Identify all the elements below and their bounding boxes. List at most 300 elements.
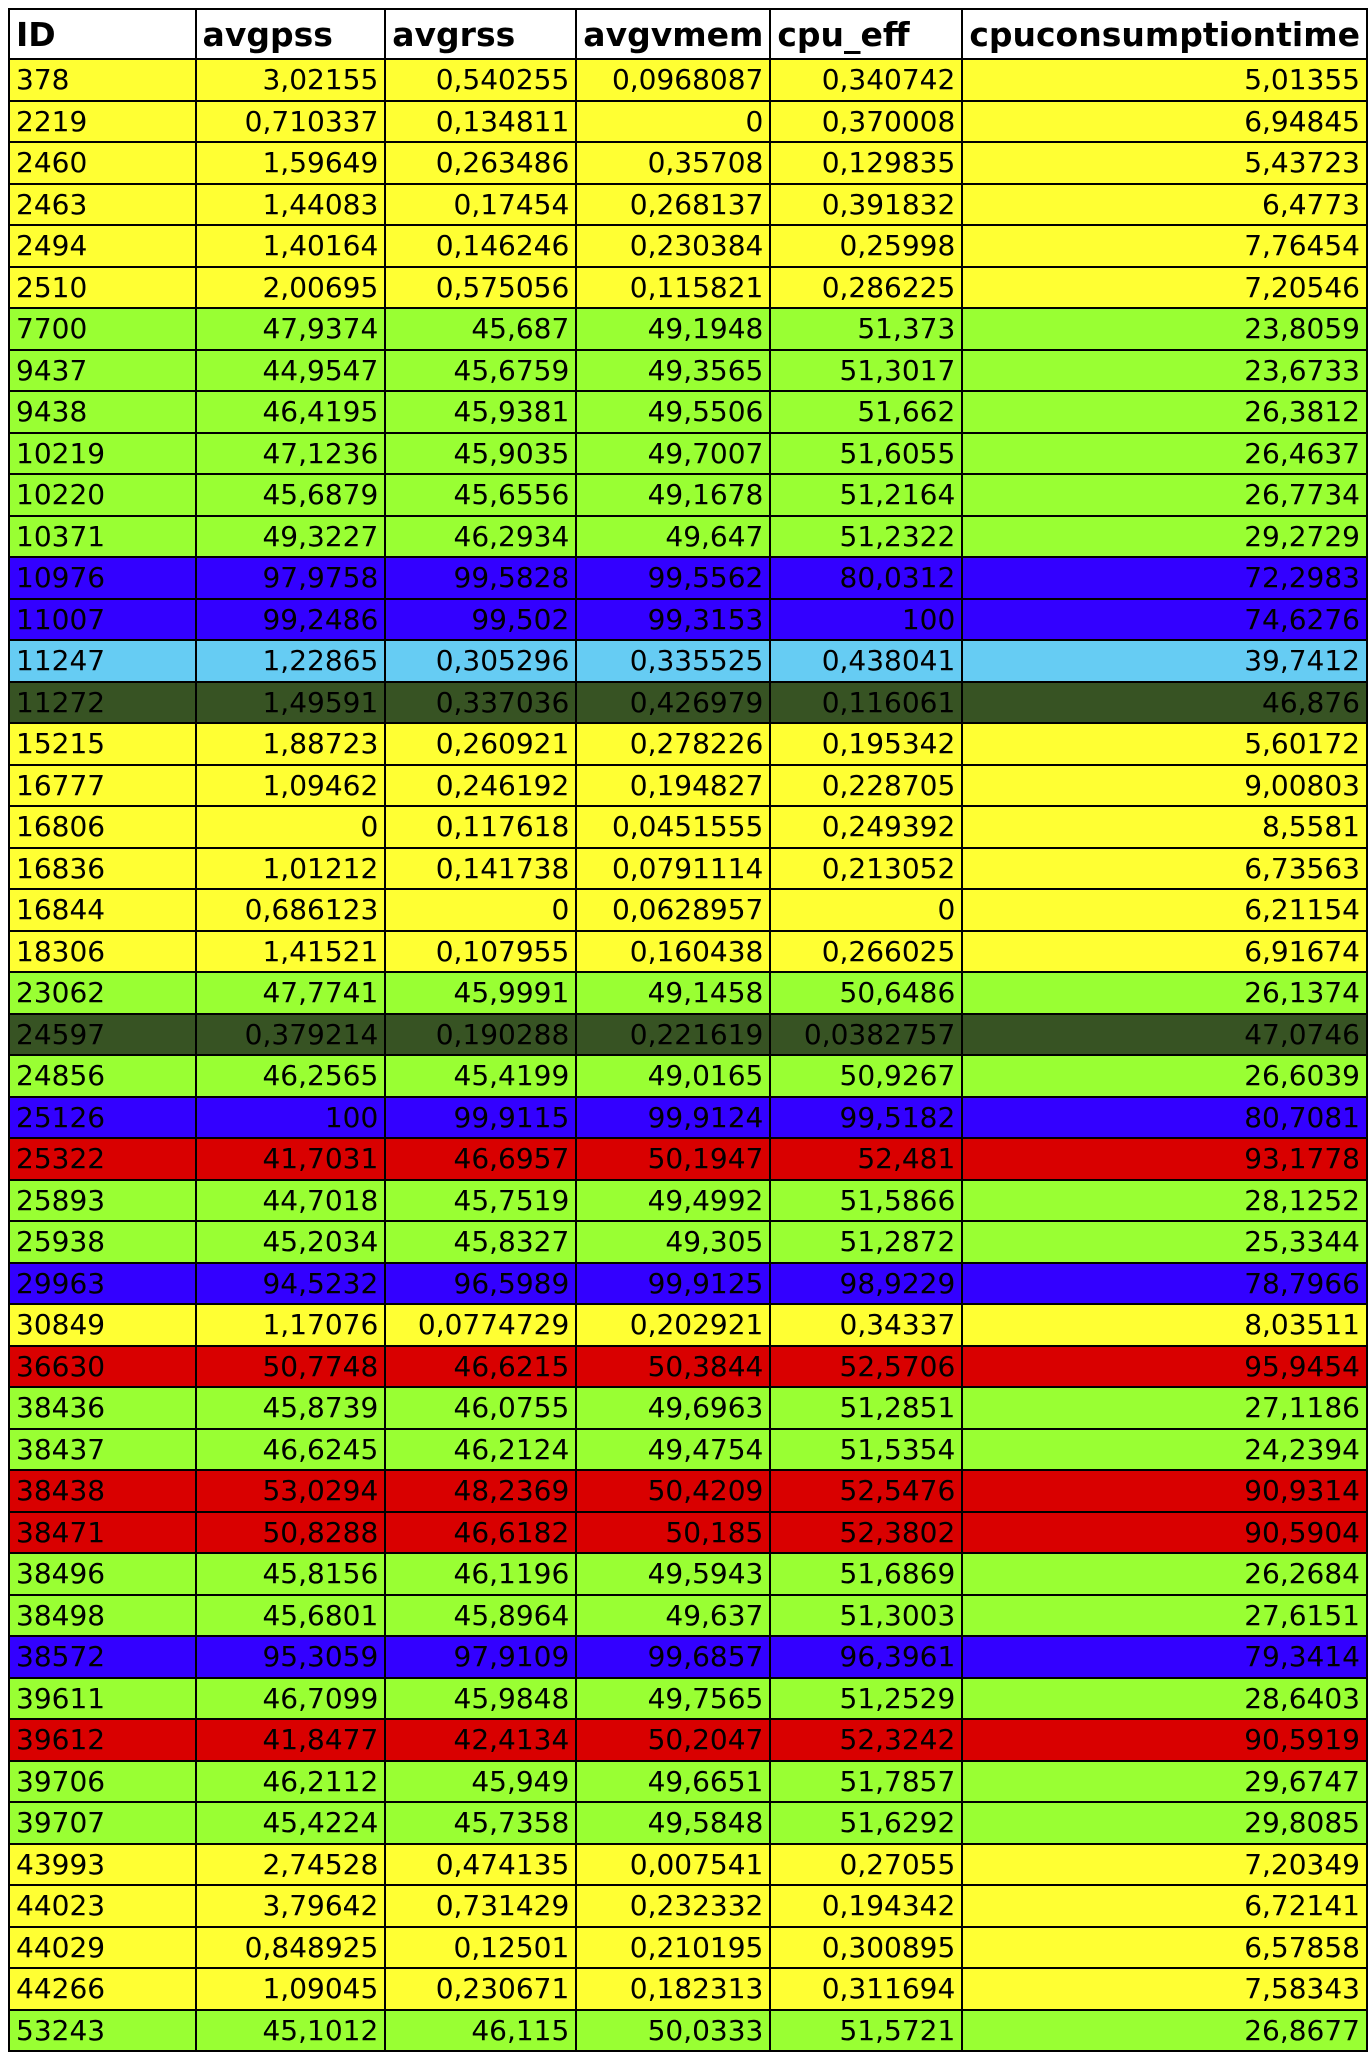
cell-avgpss[interactable]: 0,379214 [196,1014,386,1056]
cell-avgrss[interactable]: 45,4199 [385,1055,576,1097]
cell-cpuconsumptiontime[interactable]: 7,58343 [962,1968,1367,2010]
cell-cpu-eff[interactable]: 0 [770,889,962,931]
cell-cpu-eff[interactable]: 51,3003 [770,1595,962,1637]
cell-cpuconsumptiontime[interactable]: 6,94845 [962,101,1367,143]
cell-cpu-eff[interactable]: 0,116061 [770,682,962,724]
cell-cpuconsumptiontime[interactable]: 90,5904 [962,1512,1367,1554]
cell-avgvmem[interactable]: 50,4209 [576,1470,770,1512]
cell-cpuconsumptiontime[interactable]: 6,72141 [962,1885,1367,1927]
cell-avgpss[interactable]: 97,9758 [196,557,386,599]
cell-avgpss[interactable]: 44,9547 [196,350,386,392]
cell-cpuconsumptiontime[interactable]: 26,6039 [962,1055,1367,1097]
cell-id[interactable]: 11247 [9,640,196,682]
cell-avgpss[interactable]: 46,2112 [196,1761,386,1803]
cell-avgpss[interactable]: 100 [196,1097,386,1139]
cell-cpuconsumptiontime[interactable]: 93,1778 [962,1138,1367,1180]
cell-cpuconsumptiontime[interactable]: 27,1186 [962,1387,1367,1429]
cell-cpu-eff[interactable]: 51,373 [770,308,962,350]
cell-cpuconsumptiontime[interactable]: 27,6151 [962,1595,1367,1637]
cell-id[interactable]: 38471 [9,1512,196,1554]
cell-avgrss[interactable]: 45,6556 [385,474,576,516]
cell-cpu-eff[interactable]: 51,5721 [770,2010,962,2052]
cell-cpuconsumptiontime[interactable]: 23,6733 [962,350,1367,392]
cell-cpu-eff[interactable]: 51,7857 [770,1761,962,1803]
cell-avgvmem[interactable]: 99,9124 [576,1097,770,1139]
cell-id[interactable]: 16844 [9,889,196,931]
cell-avgrss[interactable]: 0,12501 [385,1927,576,1969]
cell-avgrss[interactable]: 0,0774729 [385,1304,576,1346]
cell-avgvmem[interactable]: 50,185 [576,1512,770,1554]
cell-avgrss[interactable]: 97,9109 [385,1636,576,1678]
cell-id[interactable]: 9437 [9,350,196,392]
cell-avgrss[interactable]: 0,337036 [385,682,576,724]
cell-avgrss[interactable]: 46,2934 [385,516,576,558]
cell-avgrss[interactable]: 96,5989 [385,1263,576,1305]
cell-avgrss[interactable]: 48,2369 [385,1470,576,1512]
cell-cpu-eff[interactable]: 51,662 [770,391,962,433]
cell-avgpss[interactable]: 99,2486 [196,599,386,641]
header-avgpss[interactable]: avgpss [196,9,386,59]
cell-avgpss[interactable]: 47,9374 [196,308,386,350]
cell-cpuconsumptiontime[interactable]: 25,3344 [962,1221,1367,1263]
cell-avgrss[interactable]: 45,949 [385,1761,576,1803]
cell-cpuconsumptiontime[interactable]: 6,73563 [962,848,1367,890]
cell-cpuconsumptiontime[interactable]: 28,1252 [962,1180,1367,1222]
cell-avgpss[interactable]: 46,2565 [196,1055,386,1097]
cell-cpu-eff[interactable]: 0,286225 [770,267,962,309]
cell-cpuconsumptiontime[interactable]: 29,6747 [962,1761,1367,1803]
cell-avgpss[interactable]: 46,4195 [196,391,386,433]
cell-avgvmem[interactable]: 99,3153 [576,599,770,641]
cell-avgrss[interactable]: 0,141738 [385,848,576,890]
cell-cpu-eff[interactable]: 0,34337 [770,1304,962,1346]
cell-avgvmem[interactable]: 49,7565 [576,1678,770,1720]
table-row [9,1802,1367,1844]
cell-avgrss[interactable]: 0,731429 [385,1885,576,1927]
cell-id[interactable]: 2510 [9,267,196,309]
cell-id[interactable]: 2219 [9,101,196,143]
cell-avgrss[interactable]: 45,7519 [385,1180,576,1222]
cell-id[interactable]: 25938 [9,1221,196,1263]
cell-id[interactable]: 10976 [9,557,196,599]
cell-avgpss[interactable]: 1,88723 [196,723,386,765]
cell-cpuconsumptiontime[interactable]: 8,5581 [962,806,1367,848]
cell-avgvmem[interactable]: 49,5506 [576,391,770,433]
cell-avgrss[interactable]: 0,230671 [385,1968,576,2010]
cell-id[interactable]: 378 [9,59,196,101]
cell-cpuconsumptiontime[interactable]: 23,8059 [962,308,1367,350]
cell-cpuconsumptiontime[interactable]: 47,0746 [962,1014,1367,1056]
cell-avgpss[interactable]: 50,8288 [196,1512,386,1554]
cell-cpu-eff[interactable]: 80,0312 [770,557,962,599]
cell-id[interactable]: 30849 [9,1304,196,1346]
cell-cpu-eff[interactable]: 99,5182 [770,1097,962,1139]
cell-cpu-eff[interactable]: 51,2872 [770,1221,962,1263]
cell-cpuconsumptiontime[interactable]: 80,7081 [962,1097,1367,1139]
cell-avgrss[interactable]: 46,1196 [385,1553,576,1595]
header-cpuconsumptiontime[interactable]: cpuconsumptiontime [962,9,1367,59]
cell-cpu-eff[interactable]: 0,25998 [770,225,962,267]
cell-avgpss[interactable]: 1,44083 [196,184,386,226]
cell-id[interactable]: 43993 [9,1844,196,1886]
cell-avgvmem[interactable]: 49,3565 [576,350,770,392]
cell-id[interactable]: 39611 [9,1678,196,1720]
cell-cpu-eff[interactable]: 50,9267 [770,1055,962,1097]
cell-cpu-eff[interactable]: 96,3961 [770,1636,962,1678]
header-cpu-eff[interactable]: cpu_eff [770,9,962,59]
cell-id[interactable]: 38437 [9,1429,196,1471]
cell-cpu-eff[interactable]: 0,438041 [770,640,962,682]
cell-avgrss[interactable]: 45,9991 [385,972,576,1014]
cell-avgpss[interactable]: 1,09045 [196,1968,386,2010]
cell-cpu-eff[interactable]: 0,370008 [770,101,962,143]
cell-avgvmem[interactable]: 50,0333 [576,2010,770,2052]
cell-avgpss[interactable]: 1,22865 [196,640,386,682]
cell-cpu-eff[interactable]: 0,340742 [770,59,962,101]
cell-avgpss[interactable]: 95,3059 [196,1636,386,1678]
cell-avgvmem[interactable]: 0,202921 [576,1304,770,1346]
cell-avgpss[interactable]: 45,6801 [196,1595,386,1637]
cell-avgvmem[interactable]: 49,5943 [576,1553,770,1595]
cell-avgvmem[interactable]: 50,1947 [576,1138,770,1180]
cell-id[interactable]: 38436 [9,1387,196,1429]
cell-id[interactable]: 25893 [9,1180,196,1222]
cell-avgrss[interactable]: 46,2124 [385,1429,576,1471]
cell-cpuconsumptiontime[interactable]: 79,3414 [962,1636,1367,1678]
cell-avgrss[interactable]: 99,9115 [385,1097,576,1139]
cell-id[interactable]: 53243 [9,2010,196,2052]
cell-avgrss[interactable]: 45,7358 [385,1802,576,1844]
cell-cpu-eff[interactable]: 0,129835 [770,142,962,184]
cell-cpu-eff[interactable]: 0,300895 [770,1927,962,1969]
cell-cpu-eff[interactable]: 0,266025 [770,931,962,973]
cell-avgpss[interactable]: 44,7018 [196,1180,386,1222]
header-row [9,9,1367,59]
cell-avgrss[interactable]: 0,134811 [385,101,576,143]
cell-avgpss[interactable]: 0 [196,806,386,848]
cell-avgvmem[interactable]: 0,115821 [576,267,770,309]
cell-cpuconsumptiontime[interactable]: 7,76454 [962,225,1367,267]
cell-cpu-eff[interactable]: 51,6869 [770,1553,962,1595]
cell-id[interactable]: 10371 [9,516,196,558]
cell-avgrss[interactable]: 45,9035 [385,433,576,475]
cell-avgrss[interactable]: 0 [385,889,576,931]
cell-avgpss[interactable]: 0,710337 [196,101,386,143]
cell-avgrss[interactable]: 0,107955 [385,931,576,973]
cell-cpuconsumptiontime[interactable]: 9,00803 [962,765,1367,807]
cell-avgpss[interactable]: 45,2034 [196,1221,386,1263]
cell-id[interactable]: 16806 [9,806,196,848]
cell-id[interactable]: 39706 [9,1761,196,1803]
cell-avgvmem[interactable]: 49,6963 [576,1387,770,1429]
cell-avgrss[interactable]: 46,0755 [385,1387,576,1429]
cell-avgvmem[interactable]: 0,0968087 [576,59,770,101]
cell-id[interactable]: 44266 [9,1968,196,2010]
cell-cpuconsumptiontime[interactable]: 26,7734 [962,474,1367,516]
cell-avgrss[interactable]: 46,6957 [385,1138,576,1180]
cell-avgrss[interactable]: 0,260921 [385,723,576,765]
cell-avgvmem[interactable]: 49,647 [576,516,770,558]
cell-avgvmem[interactable]: 0,194827 [576,765,770,807]
cell-cpuconsumptiontime[interactable]: 74,6276 [962,599,1367,641]
cell-avgvmem[interactable]: 99,5562 [576,557,770,599]
cell-cpuconsumptiontime[interactable]: 26,2684 [962,1553,1367,1595]
cell-avgrss[interactable]: 46,115 [385,2010,576,2052]
cell-avgpss[interactable]: 94,5232 [196,1263,386,1305]
cell-avgpss[interactable]: 3,79642 [196,1885,386,1927]
cell-avgrss[interactable]: 0,190288 [385,1014,576,1056]
cell-cpu-eff[interactable]: 51,2529 [770,1678,962,1720]
cell-cpuconsumptiontime[interactable]: 29,2729 [962,516,1367,558]
cell-avgvmem[interactable]: 50,3844 [576,1346,770,1388]
cell-avgvmem[interactable]: 0 [576,101,770,143]
cell-avgrss[interactable]: 0,305296 [385,640,576,682]
cell-avgpss[interactable]: 49,3227 [196,516,386,558]
cell-id[interactable]: 16777 [9,765,196,807]
cell-id[interactable]: 38496 [9,1553,196,1595]
header-id[interactable]: ID [9,9,196,59]
cell-id[interactable]: 39612 [9,1719,196,1761]
cell-cpu-eff[interactable]: 52,481 [770,1138,962,1180]
cell-avgrss[interactable]: 45,8327 [385,1221,576,1263]
cell-avgvmem[interactable]: 0,160438 [576,931,770,973]
cell-avgpss[interactable]: 45,8156 [196,1553,386,1595]
cell-cpuconsumptiontime[interactable]: 6,4773 [962,184,1367,226]
cell-cpu-eff[interactable]: 0,0382757 [770,1014,962,1056]
cell-id[interactable]: 25126 [9,1097,196,1139]
cell-id[interactable]: 25322 [9,1138,196,1180]
cell-avgpss[interactable]: 0,686123 [196,889,386,931]
cell-cpu-eff[interactable]: 51,2322 [770,516,962,558]
cell-avgrss[interactable]: 99,502 [385,599,576,641]
cell-id[interactable]: 9438 [9,391,196,433]
cell-avgvmem[interactable]: 0,0628957 [576,889,770,931]
cell-avgpss[interactable]: 46,7099 [196,1678,386,1720]
cell-cpu-eff[interactable]: 98,9229 [770,1263,962,1305]
cell-avgvmem[interactable]: 49,1458 [576,972,770,1014]
cell-cpuconsumptiontime[interactable]: 29,8085 [962,1802,1367,1844]
cell-avgpss[interactable]: 53,0294 [196,1470,386,1512]
cell-id[interactable]: 11272 [9,682,196,724]
cell-id[interactable]: 2494 [9,225,196,267]
cell-avgvmem[interactable]: 99,6857 [576,1636,770,1678]
cell-avgrss[interactable]: 45,687 [385,308,576,350]
cell-cpu-eff[interactable]: 51,5354 [770,1429,962,1471]
table-row [9,1346,1367,1388]
cell-avgvmem[interactable]: 49,5848 [576,1802,770,1844]
cell-cpu-eff[interactable]: 0,213052 [770,848,962,890]
cell-cpu-eff[interactable]: 51,3017 [770,350,962,392]
cell-avgrss[interactable]: 45,8964 [385,1595,576,1637]
cell-cpu-eff[interactable]: 0,249392 [770,806,962,848]
cell-avgrss[interactable]: 46,6215 [385,1346,576,1388]
cell-cpuconsumptiontime[interactable]: 7,20349 [962,1844,1367,1886]
cell-cpu-eff[interactable]: 52,5476 [770,1470,962,1512]
cell-id[interactable]: 38498 [9,1595,196,1637]
cell-id[interactable]: 39707 [9,1802,196,1844]
cell-avgpss[interactable]: 47,7741 [196,972,386,1014]
cell-cpu-eff[interactable]: 51,2164 [770,474,962,516]
cell-cpuconsumptiontime[interactable]: 72,2983 [962,557,1367,599]
cell-cpu-eff[interactable]: 52,5706 [770,1346,962,1388]
cell-avgvmem[interactable]: 0,007541 [576,1844,770,1886]
cell-cpuconsumptiontime[interactable]: 6,21154 [962,889,1367,931]
cell-avgrss[interactable]: 0,263486 [385,142,576,184]
cell-id[interactable]: 11007 [9,599,196,641]
cell-avgvmem[interactable]: 0,335525 [576,640,770,682]
cell-avgpss[interactable]: 50,7748 [196,1346,386,1388]
cell-avgpss[interactable]: 45,1012 [196,2010,386,2052]
cell-cpu-eff[interactable]: 100 [770,599,962,641]
cell-avgvmem[interactable]: 0,182313 [576,1968,770,2010]
cell-avgpss[interactable]: 1,59649 [196,142,386,184]
cell-avgvmem[interactable]: 0,230384 [576,225,770,267]
cell-cpuconsumptiontime[interactable]: 5,60172 [962,723,1367,765]
cell-id[interactable]: 10220 [9,474,196,516]
cell-cpuconsumptiontime[interactable]: 46,876 [962,682,1367,724]
cell-cpuconsumptiontime[interactable]: 78,7966 [962,1263,1367,1305]
cell-avgvmem[interactable]: 49,637 [576,1595,770,1637]
table-row [9,1097,1367,1139]
cell-cpu-eff[interactable]: 0,194342 [770,1885,962,1927]
cell-id[interactable]: 38438 [9,1470,196,1512]
cell-id[interactable]: 36630 [9,1346,196,1388]
cell-avgvmem[interactable]: 0,426979 [576,682,770,724]
cell-cpu-eff[interactable]: 0,228705 [770,765,962,807]
cell-avgvmem[interactable]: 49,0165 [576,1055,770,1097]
cell-avgvmem[interactable]: 49,305 [576,1221,770,1263]
cell-avgvmem[interactable]: 49,7007 [576,433,770,475]
cell-avgvmem[interactable]: 99,9125 [576,1263,770,1305]
cell-id[interactable]: 24856 [9,1055,196,1097]
cell-id[interactable]: 2460 [9,142,196,184]
cell-cpuconsumptiontime[interactable]: 7,20546 [962,267,1367,309]
cell-cpu-eff[interactable]: 52,3242 [770,1719,962,1761]
cell-cpu-eff[interactable]: 50,6486 [770,972,962,1014]
cell-avgrss[interactable]: 0,17454 [385,184,576,226]
cell-avgvmem[interactable]: 0,35708 [576,142,770,184]
cell-id[interactable]: 16836 [9,848,196,890]
cell-cpuconsumptiontime[interactable]: 6,91674 [962,931,1367,973]
cell-id[interactable]: 7700 [9,308,196,350]
cell-avgpss[interactable]: 45,8739 [196,1387,386,1429]
cell-id[interactable]: 15215 [9,723,196,765]
cell-avgvmem[interactable]: 0,268137 [576,184,770,226]
cell-cpuconsumptiontime[interactable]: 5,01355 [962,59,1367,101]
cell-avgrss[interactable]: 45,9848 [385,1678,576,1720]
cell-cpu-eff[interactable]: 0,391832 [770,184,962,226]
cell-cpu-eff[interactable]: 0,311694 [770,1968,962,2010]
cell-cpu-eff[interactable]: 51,2851 [770,1387,962,1429]
cell-avgpss[interactable]: 1,40164 [196,225,386,267]
cell-cpuconsumptiontime[interactable]: 6,57858 [962,1927,1367,1969]
cell-cpuconsumptiontime[interactable]: 90,9314 [962,1470,1367,1512]
cell-cpu-eff[interactable]: 52,3802 [770,1512,962,1554]
cell-avgpss[interactable]: 47,1236 [196,433,386,475]
cell-cpu-eff[interactable]: 0,195342 [770,723,962,765]
cell-avgpss[interactable]: 1,49591 [196,682,386,724]
cell-id[interactable]: 29963 [9,1263,196,1305]
cell-avgrss[interactable]: 0,474135 [385,1844,576,1886]
cell-avgvmem[interactable]: 0,0451555 [576,806,770,848]
cell-avgrss[interactable]: 45,6759 [385,350,576,392]
header-avgrss[interactable]: avgrss [385,9,576,59]
cell-avgpss[interactable]: 0,848925 [196,1927,386,1969]
cell-avgrss[interactable]: 45,9381 [385,391,576,433]
cell-id[interactable]: 24597 [9,1014,196,1056]
cell-cpuconsumptiontime[interactable]: 8,03511 [962,1304,1367,1346]
cell-avgpss[interactable]: 2,00695 [196,267,386,309]
cell-cpuconsumptiontime[interactable]: 24,2394 [962,1429,1367,1471]
cell-avgvmem[interactable]: 49,1678 [576,474,770,516]
cell-avgvmem[interactable]: 0,0791114 [576,848,770,890]
header-avgvmem[interactable]: avgvmem [576,9,770,59]
cell-id[interactable]: 10219 [9,433,196,475]
cell-avgvmem[interactable]: 0,278226 [576,723,770,765]
cell-cpu-eff[interactable]: 51,5866 [770,1180,962,1222]
cell-avgvmem[interactable]: 49,6651 [576,1761,770,1803]
cell-avgrss[interactable]: 0,146246 [385,225,576,267]
cell-cpu-eff[interactable]: 51,6292 [770,1802,962,1844]
cell-avgvmem[interactable]: 0,232332 [576,1885,770,1927]
cell-avgpss[interactable]: 41,8477 [196,1719,386,1761]
cell-avgpss[interactable]: 41,7031 [196,1138,386,1180]
cell-cpuconsumptiontime[interactable]: 26,8677 [962,2010,1367,2052]
cell-avgrss[interactable]: 42,4134 [385,1719,576,1761]
table-row [9,599,1367,641]
cell-avgpss[interactable]: 3,02155 [196,59,386,101]
table-row [9,723,1367,765]
cell-avgrss[interactable]: 0,117618 [385,806,576,848]
cell-avgpss[interactable]: 45,6879 [196,474,386,516]
cell-avgrss[interactable]: 0,246192 [385,765,576,807]
cell-cpuconsumptiontime[interactable]: 90,5919 [962,1719,1367,1761]
cell-avgvmem[interactable]: 0,210195 [576,1927,770,1969]
cell-id[interactable]: 44029 [9,1927,196,1969]
cell-cpuconsumptiontime[interactable]: 26,3812 [962,391,1367,433]
cell-id[interactable]: 18306 [9,931,196,973]
cell-avgpss[interactable]: 46,6245 [196,1429,386,1471]
cell-avgrss[interactable]: 46,6182 [385,1512,576,1554]
cell-avgpss[interactable]: 1,09462 [196,765,386,807]
cell-cpuconsumptiontime[interactable]: 26,1374 [962,972,1367,1014]
cell-cpu-eff[interactable]: 0,27055 [770,1844,962,1886]
cell-id[interactable]: 23062 [9,972,196,1014]
cell-avgvmem[interactable]: 49,4992 [576,1180,770,1222]
cell-avgpss[interactable]: 1,01212 [196,848,386,890]
cell-id[interactable]: 38572 [9,1636,196,1678]
cell-avgpss[interactable]: 1,41521 [196,931,386,973]
cell-avgpss[interactable]: 1,17076 [196,1304,386,1346]
cell-id[interactable]: 2463 [9,184,196,226]
cell-id[interactable]: 44023 [9,1885,196,1927]
cell-cpu-eff[interactable]: 51,6055 [770,433,962,475]
cell-cpuconsumptiontime[interactable]: 5,43723 [962,142,1367,184]
cell-avgvmem[interactable]: 49,4754 [576,1429,770,1471]
cell-cpuconsumptiontime[interactable]: 95,9454 [962,1346,1367,1388]
cell-avgvmem[interactable]: 49,1948 [576,308,770,350]
cell-avgvmem[interactable]: 0,221619 [576,1014,770,1056]
cell-cpuconsumptiontime[interactable]: 28,6403 [962,1678,1367,1720]
cell-avgrss[interactable]: 0,540255 [385,59,576,101]
cell-avgpss[interactable]: 2,74528 [196,1844,386,1886]
cell-avgrss[interactable]: 0,575056 [385,267,576,309]
cell-cpuconsumptiontime[interactable]: 39,7412 [962,640,1367,682]
cell-avgvmem[interactable]: 50,2047 [576,1719,770,1761]
cell-cpuconsumptiontime[interactable]: 26,4637 [962,433,1367,475]
cell-avgpss[interactable]: 45,4224 [196,1802,386,1844]
cell-avgrss[interactable]: 99,5828 [385,557,576,599]
